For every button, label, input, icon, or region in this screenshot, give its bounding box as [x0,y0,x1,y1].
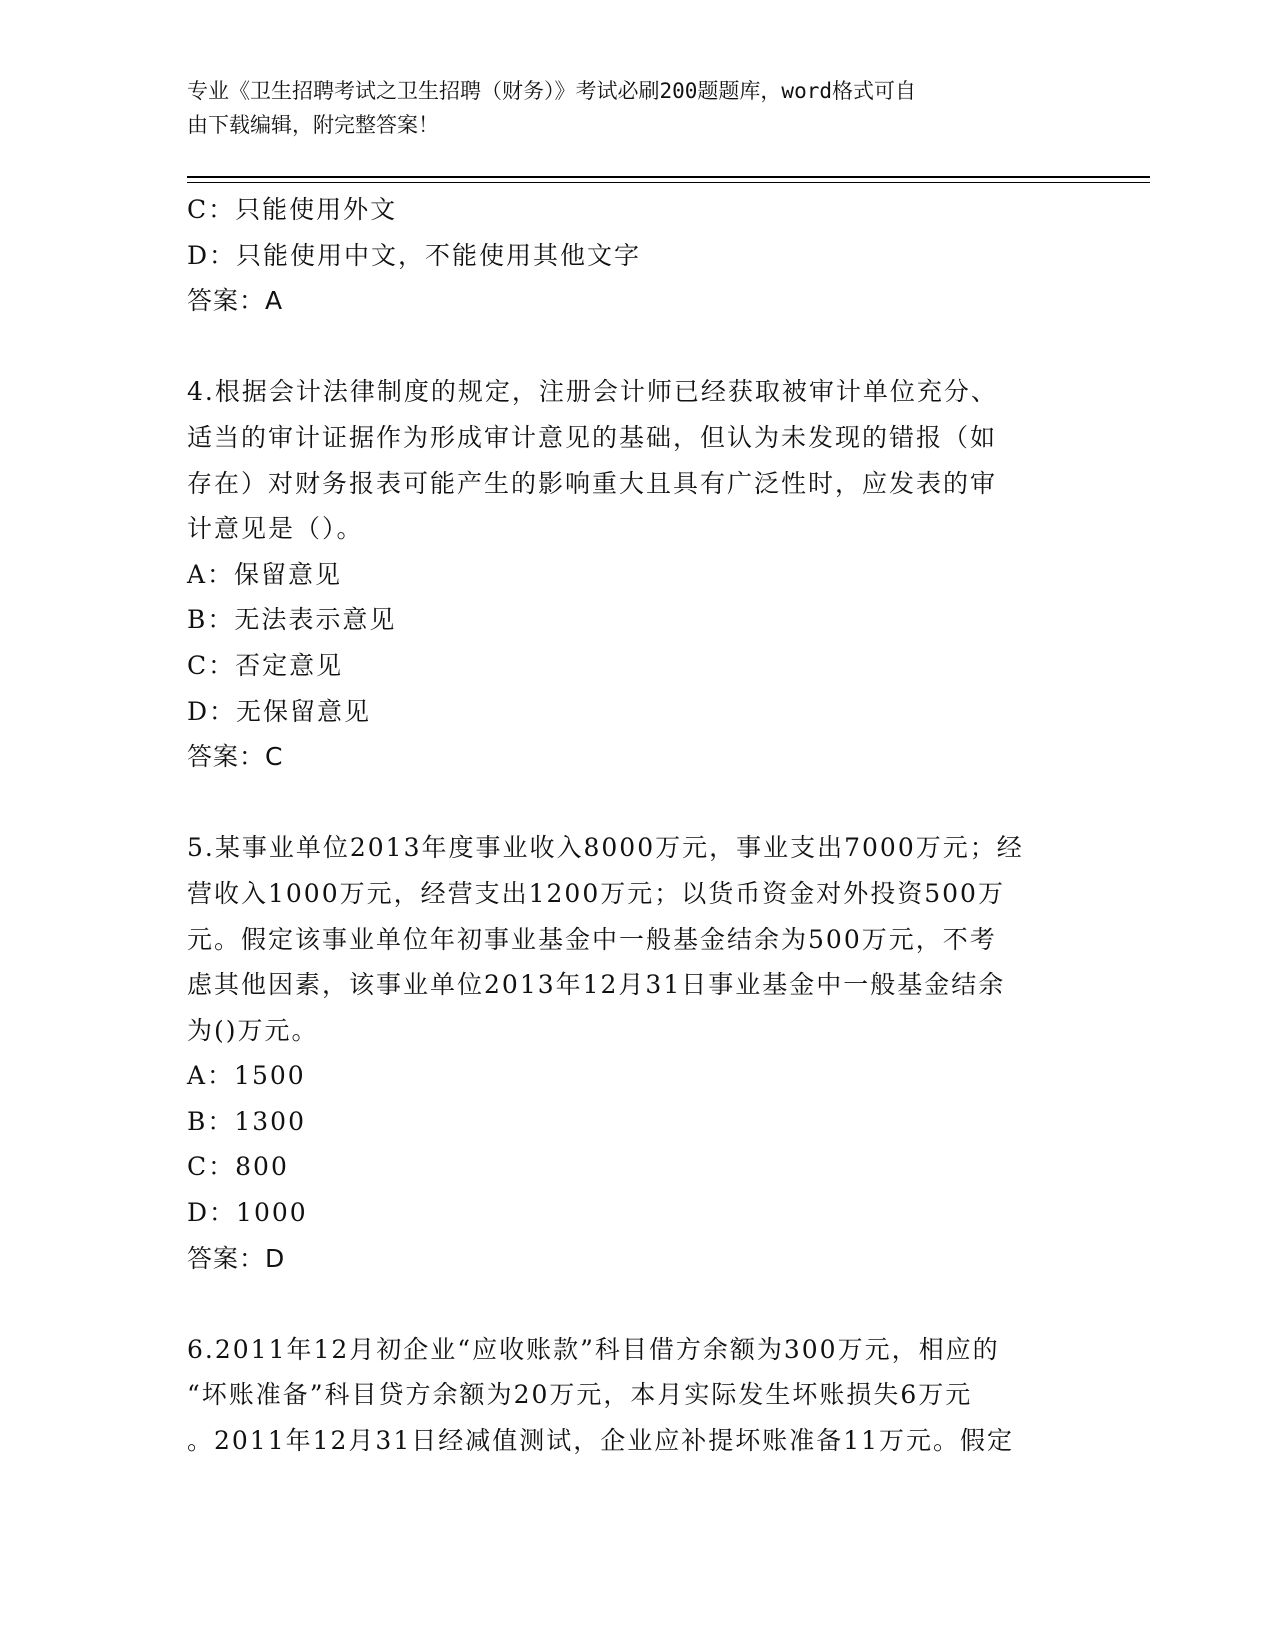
question-stem-line: 6.2011年12月初企业“应收账款”科目借方余额为300万元，相应的 [187,1334,1000,1364]
spacer [187,1281,1087,1327]
header-line-1: 专业《卫生招聘考试之卫生招聘（财务）》考试必刷200题题库，word格式可自 [187,79,916,103]
question-stem-line: 4.根据会计法律制度的规定，注册会计师已经获取被审计单位充分、 [187,377,998,407]
question-6 [187,1327,1087,1464]
answer: 答案：C [187,742,284,772]
document-body [187,187,1087,1464]
question-stem-line: 虑其他因素，该事业单位2013年12月31日事业基金中一般基金结余 [187,970,1006,1000]
question-stem-line: 元。假定该事业单位年初事业基金中一般基金结余为500万元，不考 [187,924,997,954]
question-stem-line: 为()万元。 [187,1015,319,1045]
question-stem-line: 计意见是（）。 [187,514,364,544]
option-c: C：只能使用外文 [187,195,398,224]
question-stem-line: 5.某事业单位2013年度事业收入8000万元，事业支出7000万元；经 [187,833,1024,863]
question-5 [187,825,1087,1281]
spacer [187,324,1087,370]
option-a: A：保留意见 [187,559,343,589]
option-c: C：800 [187,1152,289,1182]
option-d: D：1000 [187,1198,308,1228]
header-divider-thin [187,182,1150,183]
question-stem-line: 营收入1000万元，经营支出1200万元；以货币资金对外投资500万 [187,878,1005,908]
header-line-2: 由下载编辑，附完整答案！ [187,113,439,137]
question-4 [187,369,1087,779]
question-stem-line: 适当的审计证据作为形成审计意见的基础，但认为未发现的错报（如 [187,422,998,452]
question-stem-line: 存在）对财务报表可能产生的影响重大且具有广泛性时，应发表的审 [187,468,998,498]
header-divider-thick [187,176,1150,178]
answer: 答案：D [187,1243,286,1273]
document-header [187,74,1067,142]
question-3 [187,187,1087,324]
question-stem-line: “坏账准备”科目贷方余额为20万元，本月实际发生坏账损失6万元 [187,1380,973,1410]
question-stem-line: 。2011年12月31日经减值测试，企业应补提坏账准备11万元。假定 [187,1426,1015,1456]
option-b: B：1300 [187,1106,306,1136]
option-c: C：否定意见 [187,650,344,680]
option-b: B：无法表示意见 [187,605,397,635]
option-a: A：1500 [187,1061,306,1091]
option-d: D：无保留意见 [187,696,372,726]
option-d: D：只能使用中文，不能使用其他文字 [187,240,642,270]
spacer [187,780,1087,826]
answer: 答案：A [187,286,284,316]
